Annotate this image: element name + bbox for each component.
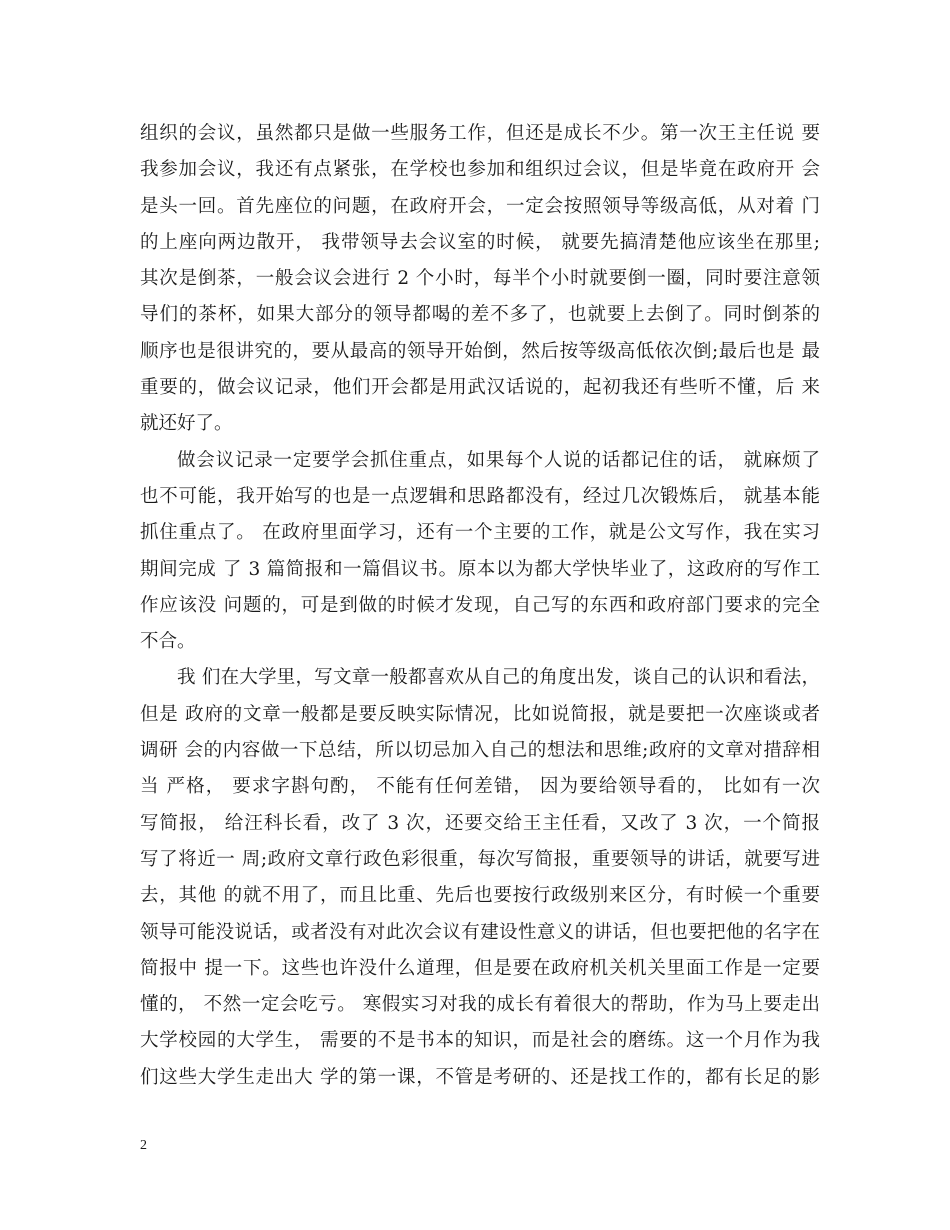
text-line: 调研 会的内容做一下总结，所以切忌加入自己的想法和思维;政府的文章对措辞相 (140, 740, 820, 762)
text-line: 做会议记录一定要学会抓住重点，如果每个人说的话都记住的话， 就麻烦了 (177, 449, 820, 471)
text-line: 写简报， 给汪科长看，改了 3 次，还要交给王主任看，又改了 3 次，一个简报 (140, 812, 820, 834)
text-line: 就还好了。 (140, 413, 233, 435)
text-line: 我 们在大学里，写文章一般都喜欢从自己的角度出发，谈自己的认识和看法， (177, 667, 820, 689)
text-line: 写了将近一 周;政府文章行政色彩很重，每次写简报，重要领导的讲话，就要写进 (140, 848, 820, 870)
paragraph-2 (140, 443, 820, 661)
text-line: 们这些大学生走出大 学的第一课，不管是考研的、还是找工作的，都有长足的影 (140, 1066, 820, 1088)
text-line: 懂的， 不然一定会吃亏。 寒假实习对我的成长有着很大的帮助，作为马上要走出 (140, 994, 820, 1016)
text-line: 当 严格， 要求字斟句酌， 不能有任何差错， 因为要给领导看的， 比如有一次 (140, 776, 820, 798)
text-line: 的上座向两边散开， 我带领导去会议室的时候， 就要先搞清楚他应该坐在那里; (140, 231, 820, 253)
text-line: 导们的茶杯，如果大部分的领导都喝的差不多了，也就要上去倒了。同时倒茶的 (140, 304, 820, 326)
text-line: 简报中 提一下。这些也许没什么道理，但是要在政府机关机关里面工作是一定要 (140, 957, 820, 979)
text-line: 去，其他 的就不用了，而且比重、先后也要按行政级别来区分，有时候一个重要 (140, 885, 820, 907)
page-number: 2 (140, 1138, 147, 1153)
text-line: 期间完成 了 3 篇简报和一篇倡议书。原本以为都大学快毕业了，这政府的写作工 (140, 558, 820, 580)
text-line: 不合。 (140, 631, 196, 653)
text-line: 但是 政府的文章一般都是要反映实际情况，比如说简报，就是要把一次座谈或者 (140, 703, 820, 725)
text-line: 也不可能，我开始写的也是一点逻辑和思路都没有，经过几次锻炼后， 就基本能 (140, 485, 820, 507)
text-line: 是头一回。首先座位的问题，在政府开会，一定会按照领导等级高低，从对着 门 (140, 195, 820, 217)
text-line: 其次是倒茶，一般会议会进行 2 个小时，每半个小时就要倒一圈，同时要注意领 (140, 268, 820, 290)
paragraph-1 (140, 116, 820, 443)
text-line: 我参加会议，我还有点紧张，在学校也参加和组织过会议，但是毕竟在政府开 会 (140, 159, 820, 181)
text-line: 领导可能没说话，或者没有对此次会议有建设性意义的讲话，但也要把他的名字在 (140, 921, 820, 943)
text-line: 顺序也是很讲究的，要从最高的领导开始倒，然后按等级高低依次倒;最后也是 最 (140, 340, 820, 362)
body-text (140, 116, 820, 1096)
text-line: 大学校园的大学生， 需要的不是书本的知识，而是社会的磨练。这一个月作为我 (140, 1030, 820, 1052)
text-line: 组织的会议，虽然都只是做一些服务工作，但还是成长不少。第一次王主任说 要 (140, 123, 820, 144)
text-line: 作应该没 问题的，可是到做的时候才发现，自己写的东西和政府部门要求的完全 (140, 594, 820, 616)
paragraph-3 (140, 660, 820, 1096)
text-line: 抓住重点了。 在政府里面学习，还有一个主要的工作，就是公文写作，我在实习 (140, 522, 820, 544)
text-line: 重要的，做会议记录，他们开会都是用武汉话说的，起初我还有些听不懂，后 来 (140, 377, 820, 399)
